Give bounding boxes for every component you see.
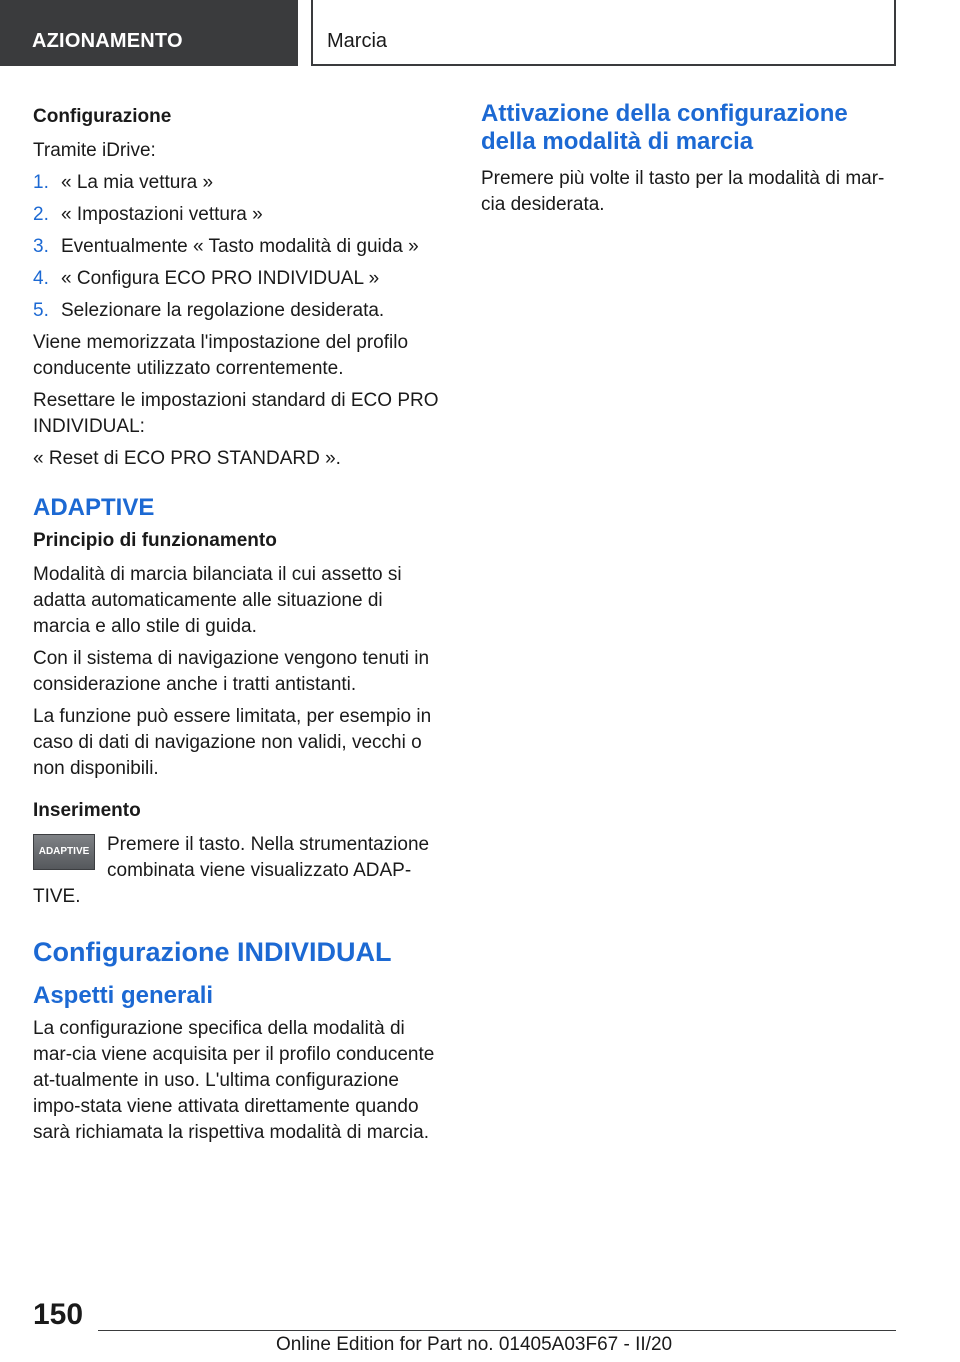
step-text: Eventualmente « Tasto modalità di guida » (61, 236, 419, 257)
right-column (481, 100, 896, 224)
step-number: 5. (33, 300, 49, 321)
general-heading: Aspetti generali (33, 982, 214, 1009)
general-paragraph: La configurazione specifica della modalità di mar‐cia viene acquisita per il profilo conducente at‐tualmente in uso. L'ultima configurazione impo‐stata viene attivata direttamente quando sarà richiamata la rispettiva modalità di marcia. (33, 1018, 435, 1143)
insert-block (33, 832, 443, 910)
chapter-title: Marcia (311, 0, 896, 66)
step-text: Selezionare la regolazione desiderata. (61, 300, 385, 321)
memorized-paragraph: Viene memorizzata l'impostazione del profilo conducente utilizzato correntemente. (33, 332, 409, 379)
step-text: « Impostazioni vettura » (61, 204, 263, 225)
list-item (33, 298, 443, 324)
insert-text: Premere il tasto. Nella strumentazione combinata viene visualizzato ADAP‐TIVE. (33, 834, 430, 907)
step-number: 2. (33, 204, 49, 225)
reset-item-paragraph: « Reset di ECO PRO STANDARD ». (33, 448, 341, 469)
adaptive-heading: ADAPTIVE (33, 494, 155, 521)
config-steps (33, 170, 443, 324)
config-intro: Tramite iDrive: (33, 140, 156, 161)
principle-heading: Principio di funzionamento (33, 530, 277, 551)
reset-paragraph: Resettare le impostazioni standard di ECO PRO INDIVIDUAL: (33, 390, 439, 437)
activation-paragraph: Premere più volte il tasto per la modalità di mar‐cia desiderata. (481, 168, 885, 215)
activation-heading: Attivazione della configurazione della modalità di marcia (481, 100, 848, 155)
step-number: 3. (33, 236, 49, 257)
footer-divider (98, 1330, 896, 1331)
page-header (0, 0, 960, 66)
page-number: 150 (33, 1298, 84, 1331)
section-title: AZIONAMENTO (0, 0, 298, 66)
list-item (33, 266, 443, 292)
list-item (33, 170, 443, 196)
principle-paragraph-3: La funzione può essere limitata, per esempio in caso di dati di navigazione non validi, vecchi o non disponibili. (33, 706, 432, 779)
left-column (33, 100, 443, 1152)
step-text: « Configura ECO PRO INDIVIDUAL » (61, 268, 380, 289)
step-number: 4. (33, 268, 49, 289)
principle-paragraph-2: Con il sistema di navigazione vengono tenuti in considerazione anche i tratti antistanti. (33, 648, 430, 695)
list-item (33, 234, 443, 260)
principle-paragraph-1: Modalità di marcia bilanciata il cui assetto si adatta automaticamente alle situazione di marcia e allo stile di guida. (33, 564, 402, 637)
individual-heading: Configurazione INDIVIDUAL (33, 937, 392, 967)
list-item (33, 202, 443, 228)
step-number: 1. (33, 172, 49, 193)
footer-edition: Online Edition for Part no. 01405A03F67 - II/20 (276, 1334, 673, 1355)
step-text: « La mia vettura » (61, 172, 214, 193)
insert-heading: Inserimento (33, 800, 141, 821)
config-heading: Configurazione (33, 106, 172, 127)
adaptive-button-icon: ADAPTIVE (33, 834, 95, 870)
